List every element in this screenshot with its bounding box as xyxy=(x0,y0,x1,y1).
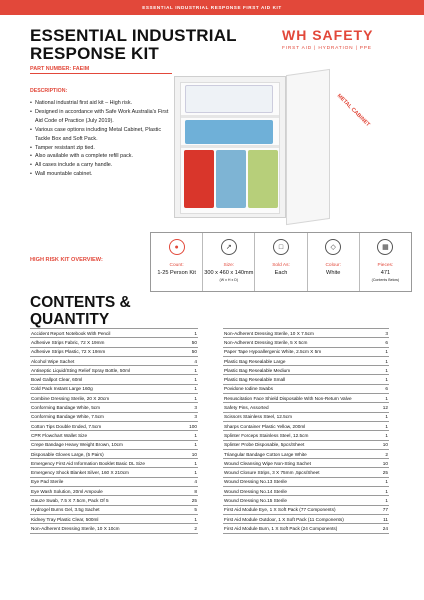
cabinet-shelf xyxy=(181,115,279,118)
item-name: Wound Dressing No.14 Sterile xyxy=(223,487,380,496)
item-quantity: 1 xyxy=(185,468,198,477)
overview-sub: (W x H x D) xyxy=(219,278,239,282)
item-quantity: 1 xyxy=(185,384,198,393)
description-item: • All cases include a carry handle. xyxy=(30,161,170,170)
resize-icon: ↗ xyxy=(221,239,237,255)
item-name: Cotton Tips Double Ended, 7.5cm xyxy=(30,421,185,430)
pieces-icon: ▦ xyxy=(377,239,393,255)
item-quantity: 6 xyxy=(380,384,389,393)
item-quantity: 4 xyxy=(185,356,198,365)
table-row xyxy=(223,347,389,356)
logo-wordmark: WH SAFETY xyxy=(282,27,374,43)
item-name: Resuscitation Face Shield Disposable With Non-Return Valve xyxy=(223,394,380,403)
overview-label: HIGH RISK KIT OVERVIEW: xyxy=(30,257,103,263)
cabinet-shelf xyxy=(181,145,279,148)
item-quantity: 1 xyxy=(380,412,389,421)
item-quantity: 1 xyxy=(185,394,198,403)
item-name: Plastic Bag Resealable Large xyxy=(223,356,380,365)
table-row xyxy=(223,505,389,514)
table-row xyxy=(30,366,198,375)
overview-value: 1-25 Person Kit xyxy=(157,270,196,276)
overview-sub: (Contents Below) xyxy=(371,278,400,282)
item-name: First Aid Module Burn, 1 X Soft Pack (24 Components) xyxy=(223,524,380,533)
table-row xyxy=(223,477,389,486)
item-quantity: 1 xyxy=(380,366,389,375)
item-name: Alcohol Wipe Sachet xyxy=(30,356,185,365)
item-name: Eye Pad Sterile xyxy=(30,477,185,486)
item-quantity: 2 xyxy=(380,449,389,458)
item-name: Plastic Bag Resealable Small xyxy=(223,375,380,384)
tag-icon: □ xyxy=(273,239,289,255)
item-name: Gauze Swab, 7.5 X 7.5cm, Pack Of 5 xyxy=(30,496,185,505)
item-quantity: 8 xyxy=(185,487,198,496)
item-name: Adhesive Strips Plastic, 72 X 19mm xyxy=(30,347,185,356)
item-name: Conforming Bandage White, 7.5cm xyxy=(30,412,185,421)
table-row xyxy=(223,487,389,496)
supplies-middle xyxy=(185,120,273,144)
overview-colour xyxy=(308,233,360,291)
item-quantity: 4 xyxy=(185,477,198,486)
item-name: Plastic Bag Resealable Medium xyxy=(223,366,380,375)
table-row xyxy=(30,524,198,533)
top-banner: ESSENTIAL INDUSTRIAL RESPONSE FIRST AID KIT xyxy=(0,0,424,15)
item-quantity: 1 xyxy=(380,421,389,430)
overview-value: White xyxy=(326,270,341,276)
item-name: First Aid Module Outdoor, 1 X Soft Pack (11 Components) xyxy=(223,514,380,523)
table-row xyxy=(30,356,198,365)
supplies-top xyxy=(185,85,273,113)
item-quantity: 1 xyxy=(185,329,198,338)
item-quantity: 1 xyxy=(380,431,389,440)
contents-title xyxy=(30,294,131,328)
table-row xyxy=(30,338,198,347)
item-quantity: 24 xyxy=(380,524,389,533)
item-quantity: 50 xyxy=(185,347,198,356)
table-row xyxy=(30,487,198,496)
table-row xyxy=(223,384,389,393)
red-pouch xyxy=(184,150,214,208)
item-name: Bowl Gallpot Clear, 60ml xyxy=(30,375,185,384)
item-quantity: 1 xyxy=(380,394,389,403)
item-quantity: 1 xyxy=(185,514,198,523)
item-name: Hydrogel Burns Gel, 3.5g Sachet xyxy=(30,505,185,514)
table-row xyxy=(223,514,389,523)
cabinet-door xyxy=(286,69,330,225)
divider xyxy=(30,73,172,74)
table-row xyxy=(30,449,198,458)
table-row xyxy=(30,468,198,477)
item-name: Safety Pins, Assorted xyxy=(223,403,380,412)
cabinet-label: METAL CABINET xyxy=(335,93,371,129)
table-row xyxy=(223,338,389,347)
item-quantity: 100 xyxy=(185,421,198,430)
item-name: First Aid Module Eye, 1 X Soft Pack (77 Components) xyxy=(223,505,380,514)
table-row xyxy=(223,403,389,412)
item-name: Sharps Container Plastic Yellow, 200ml xyxy=(223,421,380,430)
item-quantity: 77 xyxy=(380,505,389,514)
item-name: Scissors Stainless Steel, 12.5cm xyxy=(223,412,380,421)
table-row xyxy=(223,329,389,338)
item-quantity: 12 xyxy=(380,403,389,412)
overview-pieces xyxy=(360,233,411,291)
overview-size xyxy=(203,233,255,291)
table-row xyxy=(223,449,389,458)
brand-logo xyxy=(282,27,398,51)
description-item: • Various case options including Metal Cabinet, Plastic Tackle Box and Soft Pack. xyxy=(30,126,170,144)
table-row xyxy=(223,412,389,421)
blue-pouch xyxy=(216,150,246,208)
item-name: Conforming Bandage White, 5cm xyxy=(30,403,185,412)
item-name: Paper Tape Hypoallergenic White, 2.5cm X 5m xyxy=(223,347,380,356)
description-item: • Also available with a complete refill pack. xyxy=(30,152,170,161)
item-name: Accident Report Notebook With Pencil xyxy=(30,329,185,338)
item-quantity: 1 xyxy=(185,459,198,468)
item-name: Non-Adherent Dressing Sterile, 10 X 10cm xyxy=(30,524,185,533)
item-name: Cold Pack Instant Large 160g xyxy=(30,384,185,393)
item-name: Wound Dressing No.15 Sterile xyxy=(223,496,380,505)
overview-panel xyxy=(150,232,412,292)
logo-tagline: FIRST AID | HYDRATION | PPE xyxy=(282,46,372,51)
description-item: • Wall mountable cabinet. xyxy=(30,170,170,179)
table-row xyxy=(223,468,389,477)
table-row xyxy=(223,431,389,440)
item-quantity: 1 xyxy=(185,375,198,384)
item-quantity: 25 xyxy=(380,468,389,477)
item-quantity: 1 xyxy=(185,431,198,440)
item-quantity: 1 xyxy=(380,356,389,365)
people-icon: ● xyxy=(169,239,185,255)
item-name: Non-Adherent Dressing Sterile, 5 X 5cm xyxy=(223,338,380,347)
overview-sold-as xyxy=(255,233,307,291)
table-row xyxy=(223,496,389,505)
item-name: CPR Flowchart Wallet Size xyxy=(30,431,185,440)
item-quantity: 1 xyxy=(380,487,389,496)
table-row xyxy=(30,384,198,393)
item-quantity: 3 xyxy=(380,329,389,338)
item-name: Antiseptic Liquid/Sting Relief Spray Bottle, 50ml xyxy=(30,366,185,375)
item-name: Adhesive Strips Fabric, 72 X 19mm xyxy=(30,338,185,347)
overview-value: Each xyxy=(274,270,288,276)
description-item: • Designed in accordance with Safe Work Australia's First Aid Code of Practice (July 2019). xyxy=(30,108,170,126)
item-name: Combine Dressing Sterile, 20 X 20cm xyxy=(30,394,185,403)
table-row xyxy=(223,394,389,403)
contents-title-line-1: CONTENTS & xyxy=(30,294,131,311)
overview-key: Sold As: xyxy=(272,263,290,268)
table-row xyxy=(30,440,198,449)
part-number: PART NUMBER: FAEIM xyxy=(30,66,90,72)
table-row xyxy=(223,366,389,375)
item-name: Emergency First Aid Information Booklet Basic DL Size xyxy=(30,459,185,468)
title-line-1: ESSENTIAL INDUSTRIAL xyxy=(30,26,237,45)
table-row xyxy=(223,356,389,365)
item-quantity: 2 xyxy=(185,524,198,533)
description-label: DESCRIPTION: xyxy=(30,88,68,94)
table-row xyxy=(30,347,198,356)
table-row xyxy=(30,477,198,486)
table-row xyxy=(30,496,198,505)
item-name: Disposable Gloves Large, (5 Pairs) xyxy=(30,449,185,458)
contents-title-line-2: QUANTITY xyxy=(30,311,110,328)
table-row xyxy=(30,505,198,514)
item-quantity: 1 xyxy=(380,477,389,486)
item-name: Povidone Iodine Swabs xyxy=(223,384,380,393)
table-row xyxy=(30,514,198,523)
item-quantity: 10 xyxy=(185,449,198,458)
table-row xyxy=(30,431,198,440)
item-name: Emergency Shock Blanket Silver, 160 X 210cm xyxy=(30,468,185,477)
table-row xyxy=(30,459,198,468)
table-row xyxy=(30,403,198,412)
overview-key: Pieces: xyxy=(377,263,394,268)
table-row xyxy=(223,440,389,449)
item-quantity: 10 xyxy=(380,459,389,468)
table-row xyxy=(223,421,389,430)
item-quantity: 10 xyxy=(380,440,389,449)
overview-key: Colour: xyxy=(325,263,341,268)
item-quantity: 6 xyxy=(380,338,389,347)
item-quantity: 1 xyxy=(380,347,389,356)
drop-icon: ◇ xyxy=(325,239,341,255)
table-row xyxy=(30,329,198,338)
item-name: Splinter Forceps Stainless Steel, 12.5cm xyxy=(223,431,380,440)
table-row xyxy=(223,524,389,533)
item-quantity: 1 xyxy=(380,496,389,505)
item-quantity: 50 xyxy=(185,338,198,347)
overview-key: Size: xyxy=(223,263,235,268)
description-list xyxy=(30,99,170,179)
item-name: Non-Adherent Dressing Sterile, 10 X 7.5cm xyxy=(223,329,380,338)
item-quantity: 1 xyxy=(185,366,198,375)
description-item: • National industrial first aid kit – High risk. xyxy=(30,99,170,108)
item-name: Wound Dressing No.13 Sterile xyxy=(223,477,380,486)
item-name: Wound Cleansing Wipe Non-Sting Sachet xyxy=(223,459,380,468)
table-row xyxy=(30,421,198,430)
contents-table-left xyxy=(30,328,198,534)
item-name: Triangular Bandage Cotton Large White xyxy=(223,449,380,458)
title-line-2: RESPONSE KIT xyxy=(30,44,159,63)
green-pouch xyxy=(248,150,278,208)
item-quantity: 3 xyxy=(185,412,198,421)
table-row xyxy=(223,375,389,384)
table-row xyxy=(30,394,198,403)
item-name: Crepe Bandage Heavy Weight Brown, 10cm xyxy=(30,440,185,449)
item-quantity: 1 xyxy=(380,375,389,384)
item-name: Kidney Tray Plastic Clear, 500ml xyxy=(30,514,185,523)
item-quantity: 1 xyxy=(185,440,198,449)
table-row xyxy=(30,375,198,384)
overview-key: Count: xyxy=(169,263,184,268)
contents-table-right xyxy=(223,328,389,534)
description-item: • Tamper resistant zip tied. xyxy=(30,144,170,153)
item-quantity: 11 xyxy=(380,514,389,523)
item-name: Splinter Probe Disposable, 5pcs/Sheet xyxy=(223,440,380,449)
overview-count xyxy=(151,233,203,291)
overview-value: 300 x 460 x 140mm xyxy=(204,270,254,276)
item-quantity: 5 xyxy=(185,505,198,514)
item-quantity: 3 xyxy=(185,403,198,412)
item-name: Eye Wash Solution, 20ml Ampoule xyxy=(30,487,185,496)
overview-value: 471 xyxy=(380,270,391,276)
table-row xyxy=(30,412,198,421)
table-row xyxy=(223,459,389,468)
item-name: Wound Closure Strips, 3 X 75mm ,5pcs/Sheet xyxy=(223,468,380,477)
page-title xyxy=(30,27,237,63)
item-quantity: 25 xyxy=(185,496,198,505)
